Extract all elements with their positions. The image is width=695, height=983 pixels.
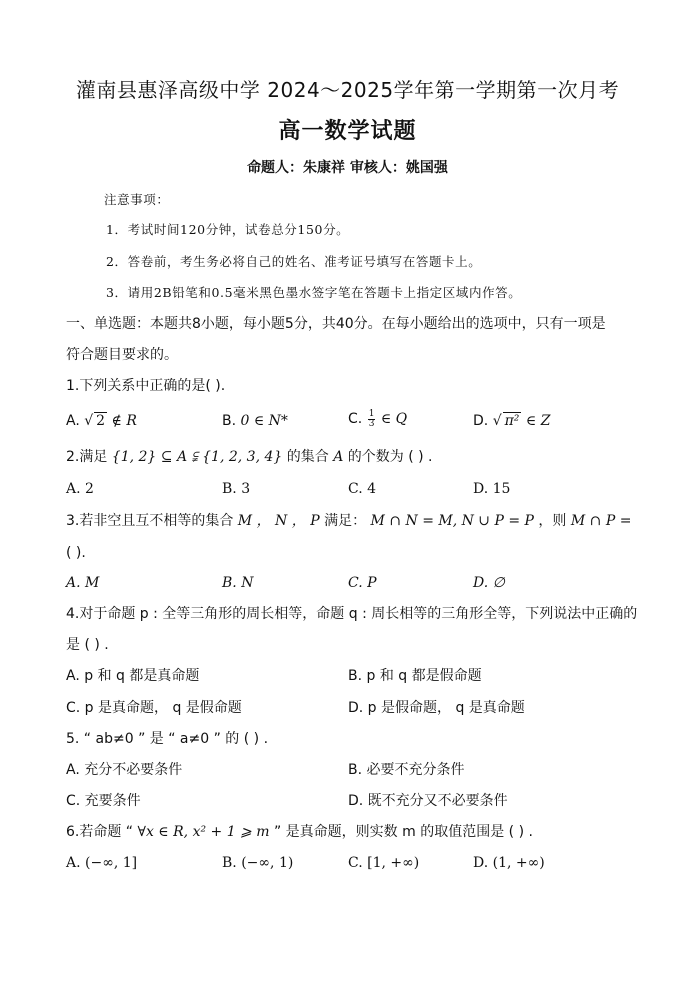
option-math: ∉ R: [107, 413, 137, 429]
numerator: 1: [368, 408, 375, 419]
option-math: 0 ∈ N*: [240, 413, 288, 429]
question-4-option-a: A. p 和 q 都是真命题: [66, 668, 200, 684]
question-4-option-c: C. p 是真命题， q 是假命题: [66, 700, 242, 716]
question-6-option-a: A. (−∞, 1]: [66, 855, 138, 871]
radicand: π²: [504, 413, 520, 429]
note-item-2: 2．答卷前，考生务必将自己的姓名、准考证号填写在答题卡上。: [106, 254, 482, 269]
option-label: B.: [222, 413, 237, 429]
question-5-stem: 5. “ ab≠0 ” 是 “ a≠0 ” 的 ( ) .: [66, 731, 269, 747]
stem-text: 满足：: [324, 513, 367, 529]
question-1-option-c: [348, 409, 407, 429]
question-2-option-b: B. 3: [222, 481, 251, 497]
question-1-option-d: [473, 411, 550, 431]
question-2-option-a: A. 2: [66, 481, 94, 497]
question-2-stem: [66, 447, 433, 467]
option-math: ∈ Z: [521, 413, 551, 429]
question-4-option-b: B. p 和 q 都是假命题: [348, 668, 482, 684]
fraction: [368, 410, 376, 429]
question-4-option-d: D. p 是假命题， q 是真命题: [348, 700, 525, 716]
stem-math: ∀x ∈ R, x² + 1 ⩾ m: [133, 824, 274, 840]
stem-text: ，则: [538, 513, 567, 529]
question-3-option-d: D. ∅: [473, 575, 505, 591]
question-1-option-b: [222, 411, 288, 431]
stem-math: A: [328, 449, 348, 465]
stem-text: 的个数为 ( ) .: [347, 449, 433, 465]
question-4-stem-line2: 是 ( ) .: [66, 637, 109, 653]
question-1-stem: 1.下列关系中正确的是( ).: [66, 378, 226, 394]
question-3-stem-line2: ( ).: [66, 545, 86, 561]
authors-line: 命题人：朱康祥 审核人：姚国强: [247, 160, 448, 176]
question-6-option-b: B. (−∞, 1): [222, 855, 294, 871]
stem-math: M ， N ， P: [233, 513, 325, 529]
stem-math: M ∩ N = M, N ∪ P = P: [366, 513, 539, 529]
stem-text: 的集合: [286, 449, 329, 465]
question-5-option-a: A. 充分不必要条件: [66, 762, 183, 778]
section-heading-line1: 一、单选题：本题共8小题，每小题5分，共40分。在每小题给出的选项中，只有一项是: [66, 316, 606, 332]
denominator: 3: [368, 418, 375, 429]
stem-text: 6.若命题 “: [66, 824, 134, 840]
stem-math: {1, 2} ⊆ A ⫋ {1, 2, 3, 4}: [107, 449, 287, 465]
question-2-option-d: D. 15: [473, 481, 511, 497]
radicand: 2: [96, 413, 106, 429]
section-heading-line2: 符合题目要求的。: [66, 347, 178, 363]
option-label: D.: [473, 413, 489, 429]
sqrt-icon: √: [84, 413, 94, 429]
notes-heading: 注意事项：: [104, 192, 170, 207]
question-6-option-d: D. (1, +∞): [473, 855, 545, 871]
question-6-stem: [66, 822, 533, 842]
stem-text: ” 是真命题，则实数 m 的取值范围是 ( ) .: [273, 824, 533, 840]
stem-text: 3.若非空且互不相等的集合: [66, 513, 234, 529]
question-3-stem: [66, 511, 631, 531]
option-math: ∈ Q: [376, 411, 408, 427]
question-4-stem: 4.对于命题 p : 全等三角形的周长相等，命题 q : 周长相等的三角形全等，下列说法中正确的: [66, 606, 638, 622]
question-3-option-a: A. M: [66, 575, 100, 591]
note-item-1: 1．考试时间120分钟，试卷总分150分。: [106, 222, 350, 237]
stem-math: M ∩ P =: [566, 513, 632, 529]
question-2-option-c: C. 4: [348, 481, 377, 497]
question-5-option-b: B. 必要不充分条件: [348, 762, 465, 778]
question-5-option-c: C. 充要条件: [66, 793, 141, 809]
stem-text: 2.满足: [66, 449, 108, 465]
exam-title: 高一数学试题: [278, 119, 417, 144]
school-title: 灌南县惠泽高级中学 2024～2025学年第一学期第一次月考: [75, 78, 620, 102]
question-5-option-d: D. 既不充分又不必要条件: [348, 793, 508, 809]
question-3-option-c: C. P: [348, 575, 377, 591]
question-1-option-a: [66, 411, 137, 431]
sqrt-icon: √: [492, 413, 502, 429]
question-6-option-c: C. [1, +∞): [348, 855, 420, 871]
question-3-option-b: B. N: [222, 575, 254, 591]
option-label: A.: [66, 413, 80, 429]
note-item-3: 3．请用2B铅笔和0.5毫米黑色墨水签字笔在答题卡上指定区域内作答。: [106, 285, 522, 300]
option-label: C.: [348, 411, 363, 427]
